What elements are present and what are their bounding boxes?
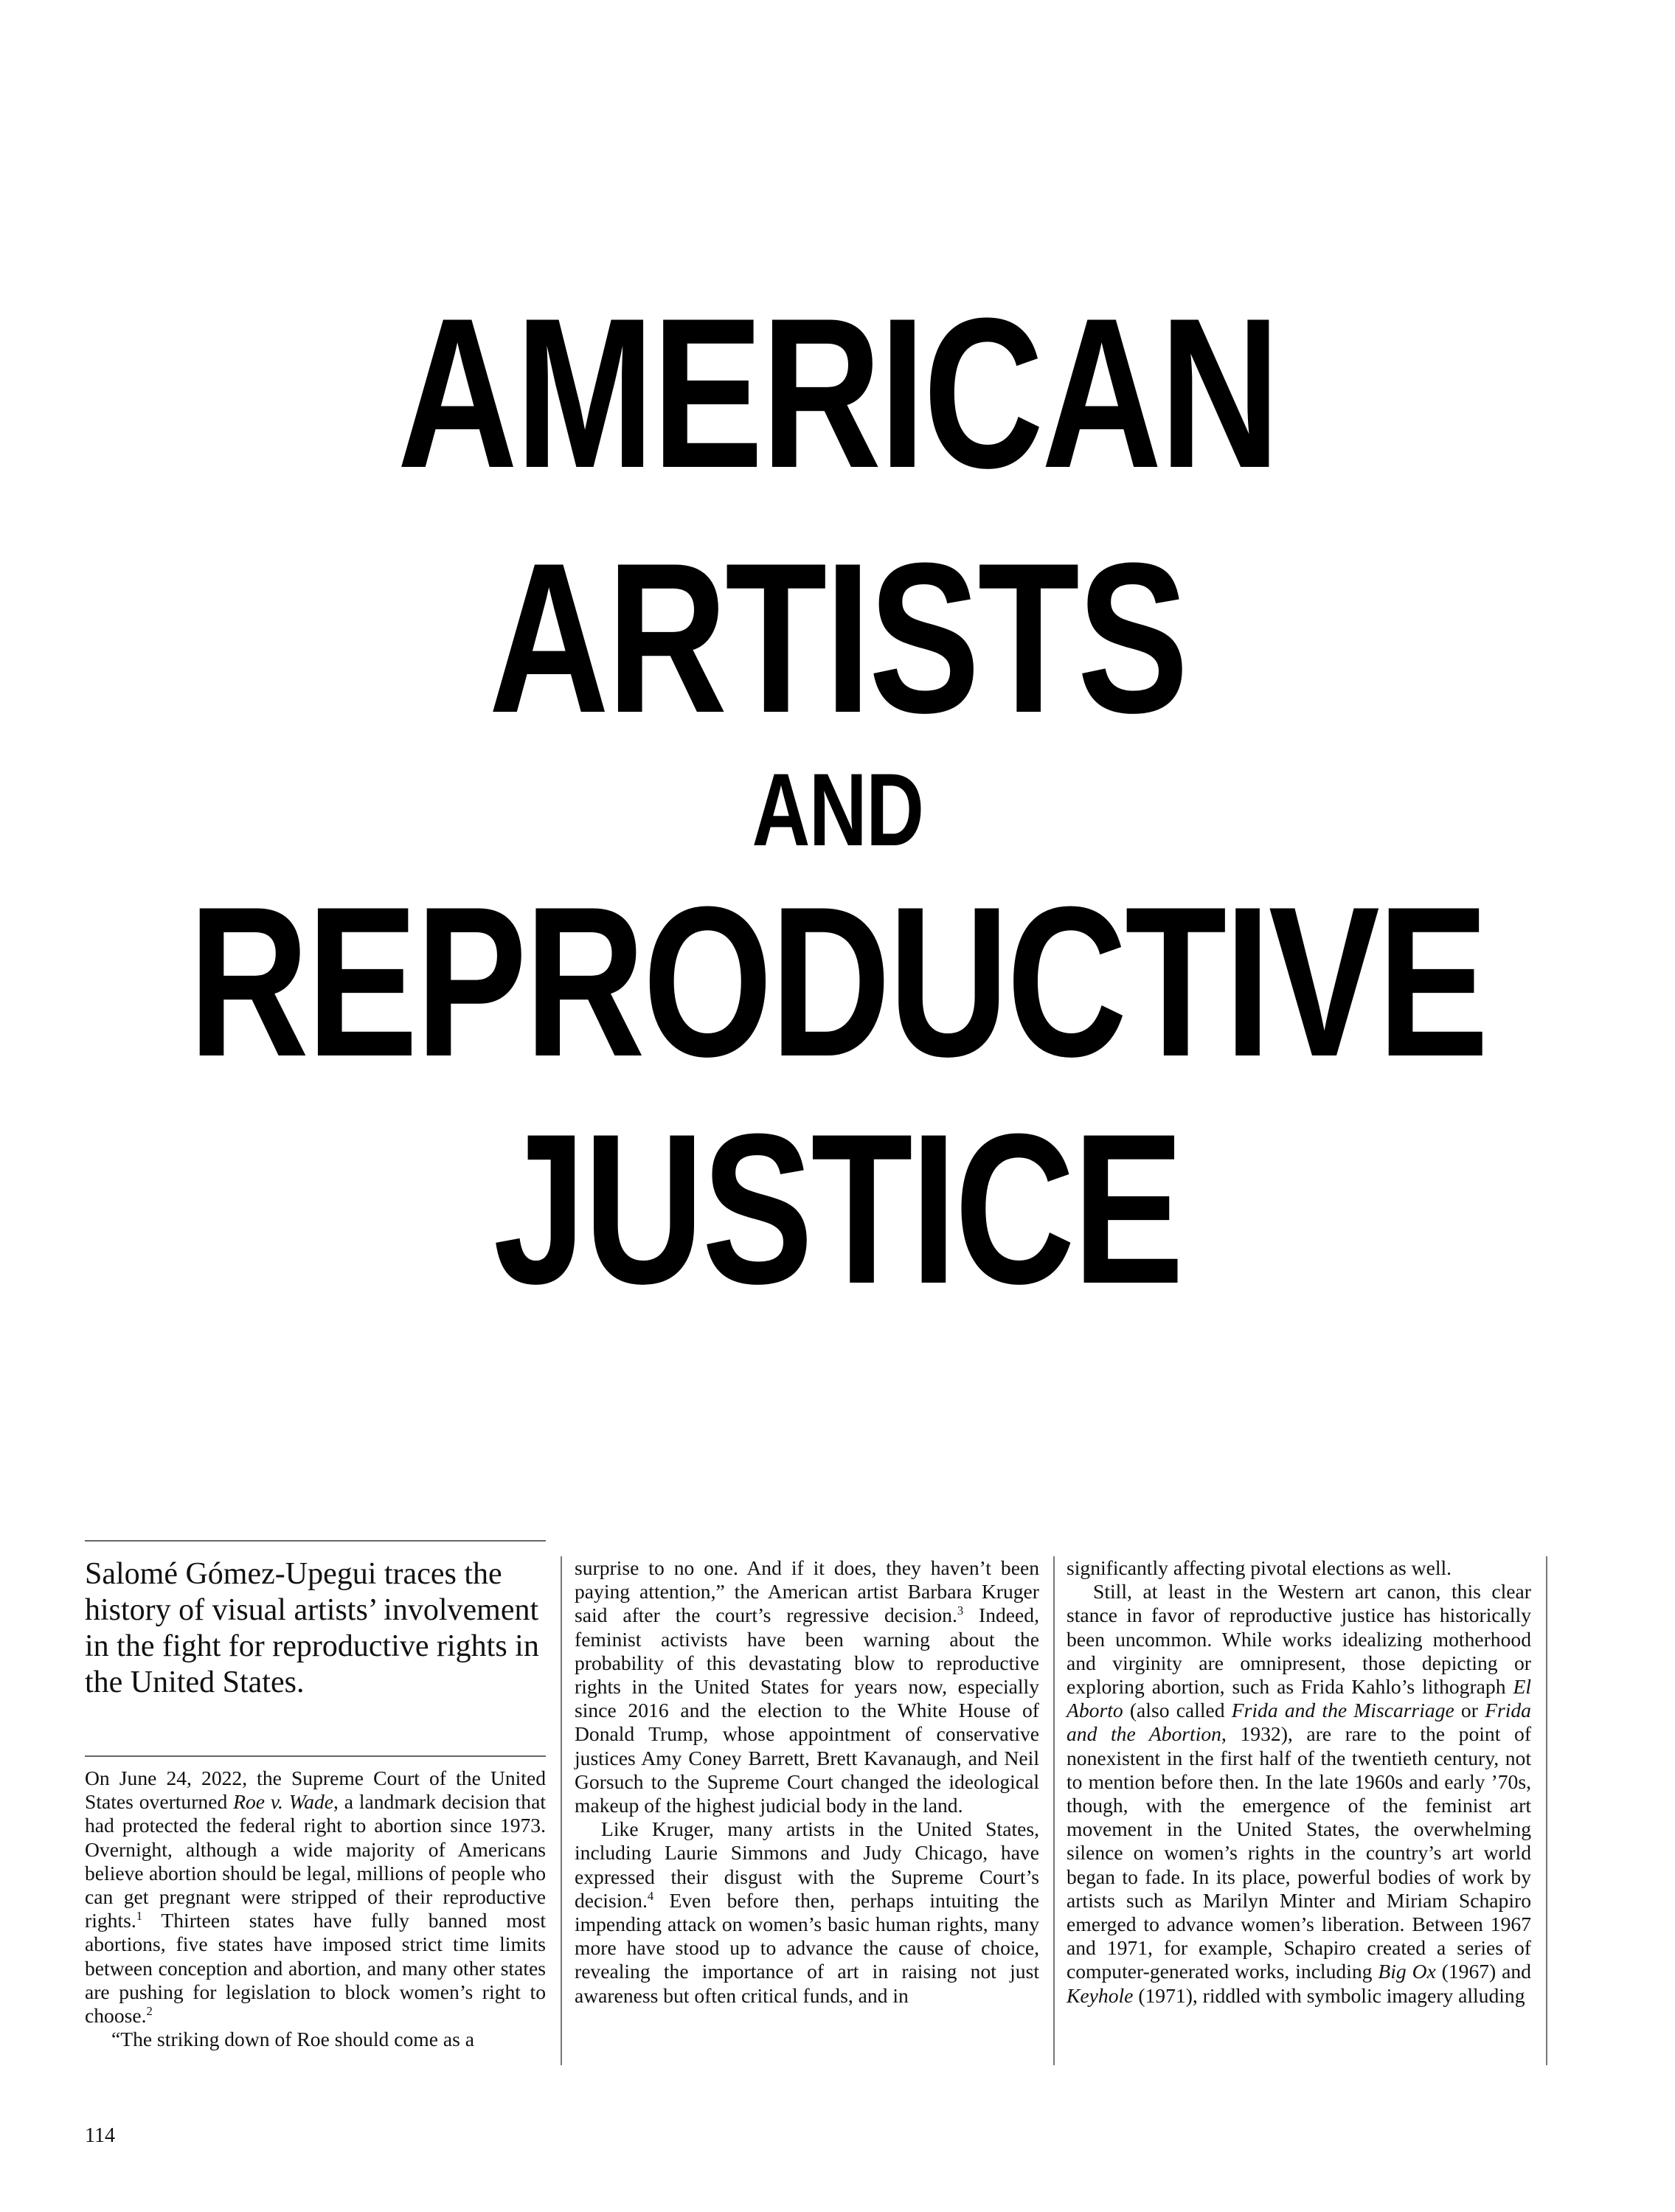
- footnote-ref: 1: [136, 1909, 143, 1924]
- title-line-4: REPRODUCTIVE: [188, 862, 1487, 1101]
- footnote-ref: 3: [957, 1603, 964, 1618]
- body-column-2: [575, 1556, 1039, 2008]
- paragraph: On June 24, 2022, the Supreme Court of the United States overturned Roe v. Wade, a landmark decision that had protected the federal right to abortion since 1973. Overnight, although a wide majority of Americans believe abortion should be legal, millions of people who can get pregnant were stripped of their reproductive rights.$^1$ Thirteen states have fully banned most abortions, five states have imposed strict time limits between conception and abortion, and many other states are pushing for legislation to block women’s right to choose.$^2$: [85, 1767, 547, 2028]
- column-divider-2: [1053, 1556, 1055, 2065]
- paragraph: “The striking down of Roe should come as a: [111, 2028, 474, 2051]
- paragraph: Still, at least in the Western art canon, this clear stance in favor of reproductive justice has historically been uncommon. While works idealizing motherhood and virginity are omnipresent, those depicting or exploring abortion, such as Frida Kahlo’s lithograph El Aborto (also called Frida and the Miscarriage or Frida and the Abortion, 1932), are rare to the point of nonexistent in the first half of the twentieth century, not to mention before then. In the late 1960s and early ’70s, though, with the emergence of the feminist art movement in the United States, the overwhelming silence on women’s rights in the country’s art world began to fade. In its place, powerful bodies of work by artists such as Marilyn Minter and Miriam Schapiro emerged to advance women’s liberation. Between 1967 and 1971, for example, Schapiro created a series of computer-generated works, including Big Ox (1967) and Keyhole (1971), riddled with symbolic imagery alluding: [1067, 1580, 1532, 2007]
- title-line-3: AND: [752, 752, 923, 867]
- paragraph: significantly affecting pivotal elections as well.: [1067, 1556, 1452, 1579]
- page-number: 114: [85, 2124, 115, 2147]
- paragraph: Like Kruger, many artists in the United States, including Laurie Simmons and Judy Chicago, have expressed their disgust with the Supreme Court’s decision.$^4$ Even before then, perhaps intuiting the impending attack on women’s basic human rights, many more have stood up to advance the cause of choice, revealing the importance of art in raising not just awareness but often critical funds, and in: [575, 1817, 1039, 2007]
- column-divider-1: [561, 1556, 562, 2065]
- article-title: [0, 274, 1675, 1328]
- title-line-5: JUSTICE: [493, 1089, 1182, 1328]
- title-line-2: ARTISTS: [488, 519, 1187, 757]
- article-deck: Salomé Gómez-Upegui traces the history of visual artists’ involvement in the fight for reproductive rights in the United States.: [85, 1557, 539, 1699]
- body-column-3: [1067, 1556, 1531, 2008]
- footnote-ref: 4: [647, 1888, 654, 1903]
- footnote-ref: 2: [146, 2003, 153, 2018]
- deck-bottom-rule: [85, 1755, 546, 1757]
- deck-top-rule: [85, 1540, 546, 1542]
- column-divider-3: [1546, 1556, 1547, 2065]
- paragraph: surprise to no one. And if it does, they haven’t been paying attention,” the American artist Barbara Kruger said after the court’s regressive decision.$^3$ Indeed, feminist activists have been warning about the probability of this devastating blow to reproductive rights in the United States for years now, especially since 2016 and the election to the White House of Donald Trump, whose appointment of conservative justices Amy Coney Barrett, Brett Kavanaugh, and Neil Gorsuch to the Supreme Court changed the ideological makeup of the highest judicial body in the land.: [575, 1556, 1039, 1817]
- title-line-1: AMERICAN: [397, 274, 1278, 513]
- body-column-1: [85, 1767, 546, 2051]
